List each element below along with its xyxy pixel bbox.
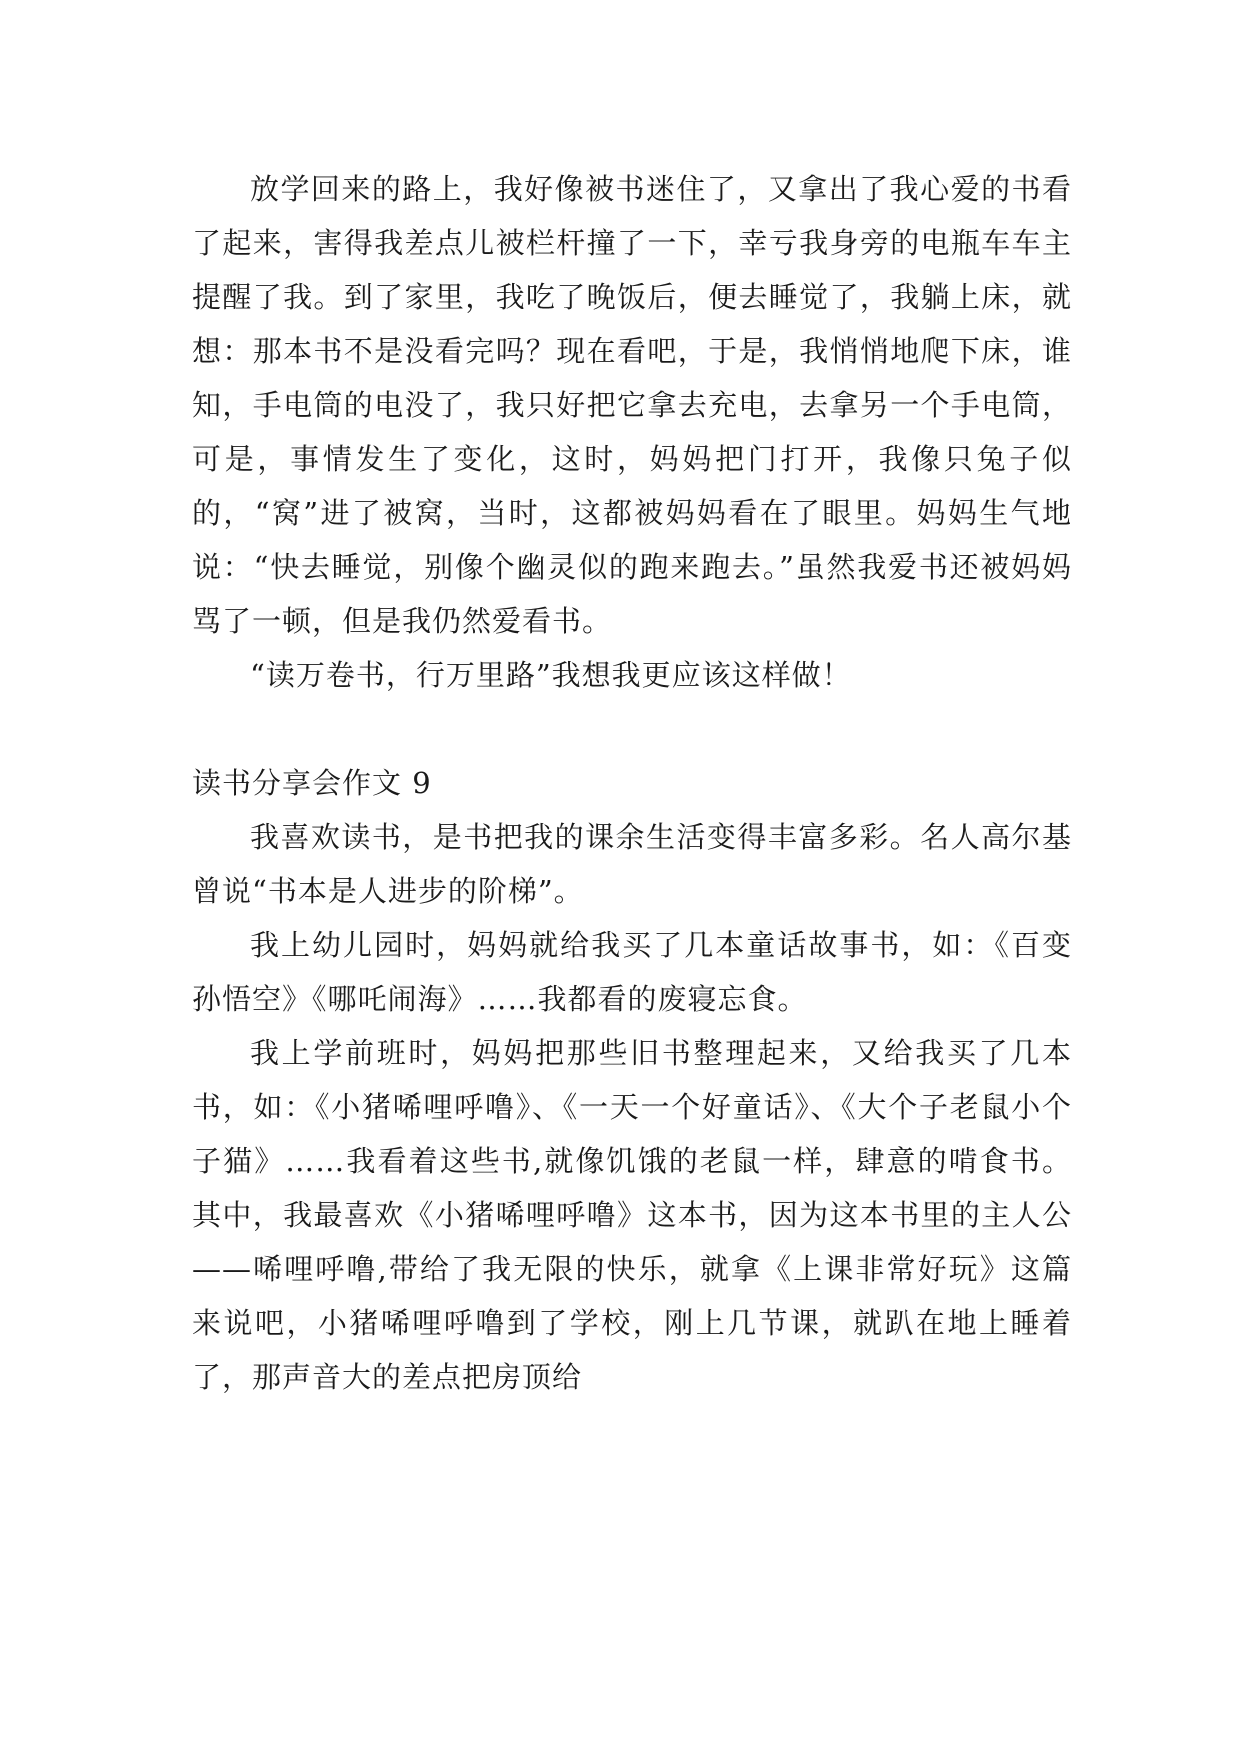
document-body [192, 162, 1072, 1404]
paragraph: 我上学前班时，妈妈把那些旧书整理起来，又给我买了几本书，如：《小猪唏哩呼噜》、《一天一个好童话》、《大个子老鼠小个子猫》……我看着这些书,就像饥饿的老鼠一样，肆意的啃食书。其中，我最喜欢《小猪唏哩呼噜》这本书，因为这本书里的主人公——唏哩呼噜,带给了我无限的快乐，就拿《上课非常好玩》这篇来说吧，小猪唏哩呼噜到了学校，刚上几节课，就趴在地上睡着了，那声音大的差点把房顶给 [192, 1036, 1072, 1394]
paragraph: 我喜欢读书，是书把我的课余生活变得丰富多彩。名人高尔基曾说“书本是人进步的阶梯”。 [192, 820, 1072, 908]
paragraph: 我上幼儿园时，妈妈就给我买了几本童话故事书，如：《百变孙悟空》《哪吒闹海》……我都看的废寝忘食。 [192, 928, 1072, 1016]
essay-heading: 读书分享会作文 9 [192, 766, 432, 800]
paragraph: 放学回来的路上，我好像被书迷住了，又拿出了我心爱的书看了起来，害得我差点儿被栏杆撞了一下，幸亏我身旁的电瓶车车主提醒了我。到了家里，我吃了晚饭后，便去睡觉了，我躺上床，就想：那本书不是没看完吗？现在看吧，于是，我悄悄地爬下床，谁知，手电筒的电没了，我只好把它拿去充电，去拿另一个手电筒，可是，事情发生了变化，这时，妈妈把门打开，我像只兔子似的，“窝”进了被窝，当时，这都被妈妈看在了眼里。妈妈生气地说：“快去睡觉，别像个幽灵似的跑来跑去。”虽然我爱书还被妈妈骂了一顿，但是我仍然爱看书。 [192, 172, 1072, 638]
paragraph: “读万卷书，行万里路”我想我更应该这样做！ [250, 658, 852, 692]
